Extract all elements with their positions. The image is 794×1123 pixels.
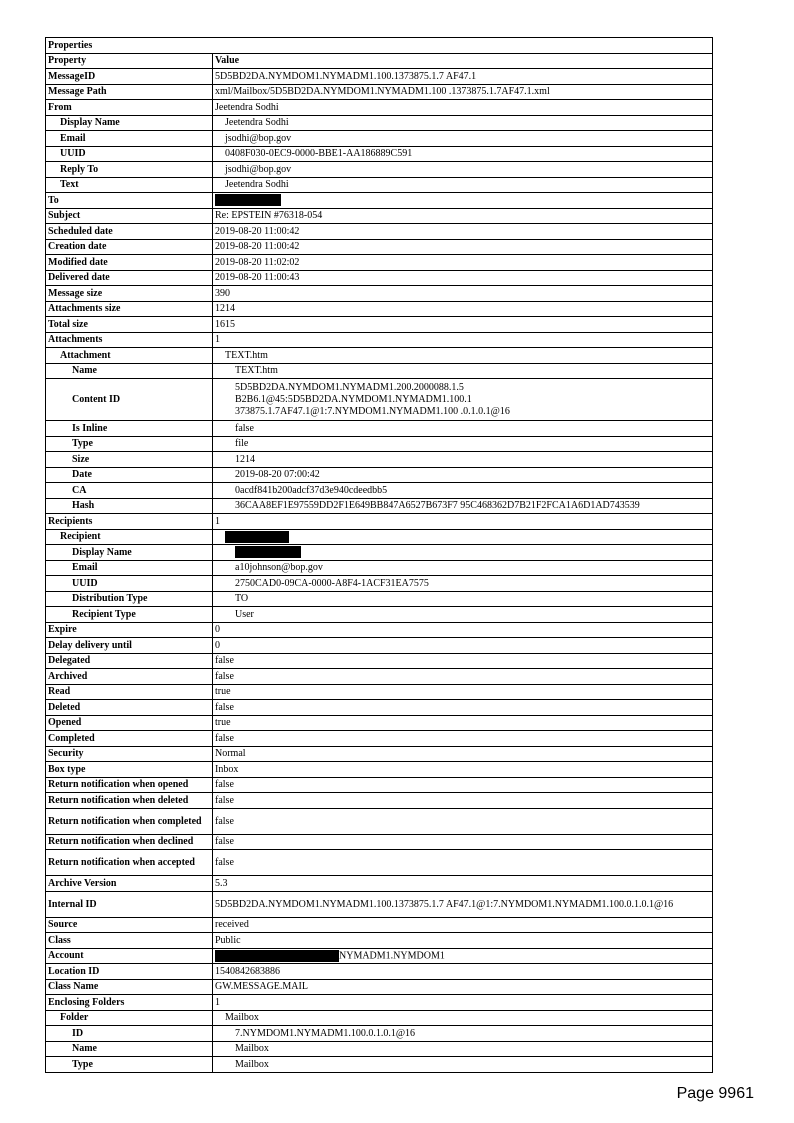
header-property: Property (46, 53, 213, 69)
row-key: Class (46, 933, 213, 949)
row-value: 2019-08-20 11:02:02 (213, 255, 713, 271)
row-key: Return notification when deleted (46, 793, 213, 809)
row-key: Delivered date (46, 270, 213, 286)
row-value (213, 193, 713, 209)
table-row (46, 146, 713, 162)
row-value: 1214 (213, 452, 713, 468)
table-row (46, 363, 713, 379)
table-row (46, 529, 713, 545)
row-key: Modified date (46, 255, 213, 271)
row-value: 0 (213, 622, 713, 638)
row-key: Message Path (46, 84, 213, 100)
row-value: 390 (213, 286, 713, 302)
table-row (46, 69, 713, 85)
row-value (213, 529, 713, 545)
table-row (46, 177, 713, 193)
table-row (46, 891, 713, 917)
table-row (46, 224, 713, 240)
row-value: false (213, 834, 713, 850)
table-row (46, 317, 713, 333)
table-title-row (46, 38, 713, 54)
table-row (46, 115, 713, 131)
table-row (46, 100, 713, 116)
row-value: 2019-08-20 11:00:42 (213, 224, 713, 240)
row-key: Enclosing Folders (46, 995, 213, 1011)
header-value: Value (213, 53, 713, 69)
row-key: CA (46, 483, 213, 499)
row-key: Source (46, 917, 213, 933)
table-row (46, 1041, 713, 1057)
row-value: 5.3 (213, 876, 713, 892)
row-value: 1 (213, 332, 713, 348)
row-key: To (46, 193, 213, 209)
row-key: Name (46, 1041, 213, 1057)
table-row (46, 452, 713, 468)
row-value: TEXT.htm (213, 363, 713, 379)
row-key: Name (46, 363, 213, 379)
row-value: 7.NYMDOM1.NYMADM1.100.0.1.0.1@16 (213, 1026, 713, 1042)
redaction-block (235, 546, 301, 558)
row-value: 2750CAD0-09CA-0000-A8F4-1ACF31EA7575 (213, 576, 713, 592)
row-value: false (213, 808, 713, 834)
table-row (46, 1057, 713, 1073)
row-value: received (213, 917, 713, 933)
row-value: a10johnson@bop.gov (213, 560, 713, 576)
row-value (213, 379, 713, 421)
table-row (46, 979, 713, 995)
account-suffix: NYMADM1.NYMDOM1 (339, 950, 445, 962)
row-key: Recipients (46, 514, 213, 530)
table-row (46, 1010, 713, 1026)
table-row (46, 286, 713, 302)
row-key: Class Name (46, 979, 213, 995)
row-key: Recipient Type (46, 607, 213, 623)
table-row (46, 622, 713, 638)
content-id-line: 373875.1.7AF47.1@1:7.NYMDOM1.NYMADM1.100 .0.1.0.1@16 (235, 405, 510, 417)
row-key: ID (46, 1026, 213, 1042)
row-value: Mailbox (213, 1057, 713, 1073)
row-key: Is Inline (46, 421, 213, 437)
row-key: UUID (46, 146, 213, 162)
row-value: jsodhi@bop.gov (213, 162, 713, 178)
table-row (46, 917, 713, 933)
redaction-block (215, 950, 339, 962)
row-value: true (213, 715, 713, 731)
row-key: Delegated (46, 653, 213, 669)
row-key: Display Name (46, 545, 213, 561)
table-row (46, 436, 713, 452)
row-key: Security (46, 746, 213, 762)
row-key: Recipient (46, 529, 213, 545)
table-row (46, 270, 713, 286)
row-key: Archive Version (46, 876, 213, 892)
row-key: Return notification when accepted (46, 850, 213, 876)
properties-table (45, 37, 713, 1073)
row-value: false (213, 850, 713, 876)
row-key: MessageID (46, 69, 213, 85)
row-value: true (213, 684, 713, 700)
row-value: 5D5BD2DA.NYMDOM1.NYMADM1.100.1373875.1.7 AF47.1@1:7.NYMDOM1.NYMADM1.100.0.1.0.1@16 (213, 891, 713, 917)
row-value: 0408F030-0EC9-0000-BBE1-AA186889C591 (213, 146, 713, 162)
table-row (46, 255, 713, 271)
row-value: TO (213, 591, 713, 607)
table-row (46, 421, 713, 437)
table-row (46, 777, 713, 793)
table-row (46, 84, 713, 100)
table-row (46, 933, 713, 949)
table-row (46, 576, 713, 592)
row-value (213, 948, 713, 964)
row-value: 5D5BD2DA.NYMDOM1.NYMADM1.100.1373875.1.7 AF47.1 (213, 69, 713, 85)
row-value: 1540842683886 (213, 964, 713, 980)
row-key: Read (46, 684, 213, 700)
table-row (46, 653, 713, 669)
table-row (46, 995, 713, 1011)
row-value (213, 545, 713, 561)
row-key: Archived (46, 669, 213, 685)
row-key: Creation date (46, 239, 213, 255)
row-key: From (46, 100, 213, 116)
row-key: Size (46, 452, 213, 468)
row-value: false (213, 700, 713, 716)
table-row (46, 808, 713, 834)
table-row (46, 731, 713, 747)
row-value: GW.MESSAGE.MAIL (213, 979, 713, 995)
row-key: Return notification when declined (46, 834, 213, 850)
table-row (46, 607, 713, 623)
table-row (46, 332, 713, 348)
row-value: xml/Mailbox/5D5BD2DA.NYMDOM1.NYMADM1.100 .1373875.1.7AF47.1.xml (213, 84, 713, 100)
table-row (46, 834, 713, 850)
row-key: Deleted (46, 700, 213, 716)
header-row (46, 53, 713, 69)
table-row (46, 498, 713, 514)
row-value: 0 (213, 638, 713, 654)
row-key: Distribution Type (46, 591, 213, 607)
row-key: UUID (46, 576, 213, 592)
row-key: Location ID (46, 964, 213, 980)
row-value: 1615 (213, 317, 713, 333)
page-number: Page 9961 (676, 1085, 754, 1102)
row-key: Attachments size (46, 301, 213, 317)
table-row (46, 162, 713, 178)
table-row (46, 208, 713, 224)
row-value: 2019-08-20 07:00:42 (213, 467, 713, 483)
table-row (46, 131, 713, 147)
table-row (46, 348, 713, 364)
table-row (46, 560, 713, 576)
table-row (46, 669, 713, 685)
row-value: Normal (213, 746, 713, 762)
table-row (46, 746, 713, 762)
row-value: false (213, 669, 713, 685)
row-value: Public (213, 933, 713, 949)
table-row (46, 876, 713, 892)
table-row (46, 638, 713, 654)
row-key: Attachment (46, 348, 213, 364)
row-value: false (213, 793, 713, 809)
row-value: TEXT.htm (213, 348, 713, 364)
row-value: false (213, 421, 713, 437)
row-key: Return notification when completed (46, 808, 213, 834)
row-value: false (213, 731, 713, 747)
table-row (46, 762, 713, 778)
row-value: User (213, 607, 713, 623)
row-value: Jeetendra Sodhi (213, 115, 713, 131)
table-row (46, 379, 713, 421)
row-key: Text (46, 177, 213, 193)
row-key: Attachments (46, 332, 213, 348)
row-key: Display Name (46, 115, 213, 131)
row-value: file (213, 436, 713, 452)
table-row (46, 467, 713, 483)
table-row (46, 850, 713, 876)
table-row (46, 545, 713, 561)
row-value: 1214 (213, 301, 713, 317)
table-row (46, 793, 713, 809)
table-row (46, 964, 713, 980)
row-key: Message size (46, 286, 213, 302)
table-row (46, 700, 713, 716)
row-key: Account (46, 948, 213, 964)
row-value: Jeetendra Sodhi (213, 177, 713, 193)
row-value: 36CAA8EF1E97559DD2F1E649BB847A6527B673F7 95C468362D7B21F2FCA1A6D1AD743539 (213, 498, 713, 514)
row-value: 1 (213, 514, 713, 530)
row-key: Type (46, 436, 213, 452)
row-key: Folder (46, 1010, 213, 1026)
row-value: Mailbox (213, 1010, 713, 1026)
table-row (46, 684, 713, 700)
row-key: Scheduled date (46, 224, 213, 240)
row-value: Jeetendra Sodhi (213, 100, 713, 116)
row-value: Re: EPSTEIN #76318-054 (213, 208, 713, 224)
table-title: Properties (46, 38, 713, 54)
row-key: Total size (46, 317, 213, 333)
content-id-line: 5D5BD2DA.NYMDOM1.NYMADM1.200.2000088.1.5 (235, 381, 464, 393)
row-key: Box type (46, 762, 213, 778)
row-key: Delay delivery until (46, 638, 213, 654)
table-row (46, 193, 713, 209)
row-key: Reply To (46, 162, 213, 178)
row-key: Content ID (46, 379, 213, 421)
row-key: Hash (46, 498, 213, 514)
content-id-line: B2B6.1@45:5D5BD2DA.NYMDOM1.NYMADM1.100.1 (235, 393, 472, 405)
table-row (46, 591, 713, 607)
row-value: Inbox (213, 762, 713, 778)
row-key: Subject (46, 208, 213, 224)
row-value: 0acdf841b200adcf37d3e940cdeedbb5 (213, 483, 713, 499)
redaction-block (215, 194, 281, 206)
row-value: 2019-08-20 11:00:42 (213, 239, 713, 255)
row-key: Type (46, 1057, 213, 1073)
row-value: 2019-08-20 11:00:43 (213, 270, 713, 286)
row-key: Return notification when opened (46, 777, 213, 793)
row-key: Email (46, 131, 213, 147)
row-key: Opened (46, 715, 213, 731)
row-value: jsodhi@bop.gov (213, 131, 713, 147)
table-row (46, 1026, 713, 1042)
table-row (46, 483, 713, 499)
redaction-block (225, 531, 289, 543)
row-value: 1 (213, 995, 713, 1011)
row-value: Mailbox (213, 1041, 713, 1057)
row-key: Internal ID (46, 891, 213, 917)
row-key: Expire (46, 622, 213, 638)
row-value: false (213, 653, 713, 669)
row-key: Email (46, 560, 213, 576)
table-row (46, 514, 713, 530)
table-row (46, 948, 713, 964)
table-row (46, 301, 713, 317)
row-key: Date (46, 467, 213, 483)
table-row (46, 715, 713, 731)
table-row (46, 239, 713, 255)
row-value: false (213, 777, 713, 793)
row-key: Completed (46, 731, 213, 747)
